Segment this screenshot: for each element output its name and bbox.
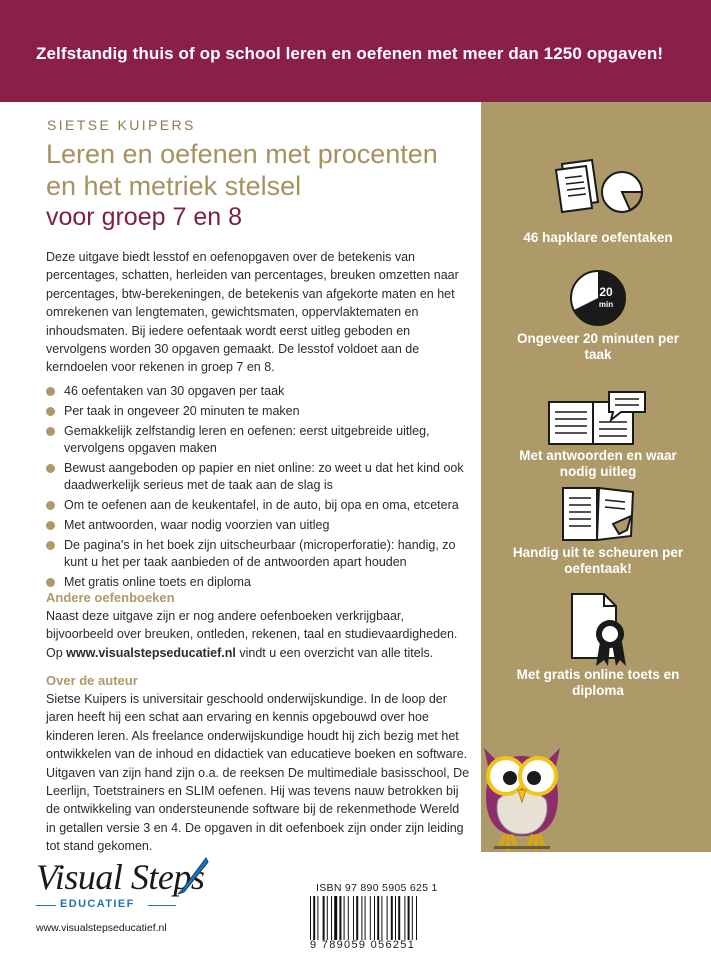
isbn-label: ISBN 97 890 5905 625 1 [316, 882, 438, 894]
title-line-1: Leren en oefenen met procenten [46, 139, 438, 169]
about-author-text: Sietse Kuipers is universitair geschoold onderwijskundige. In de loop der jaren heeft hij een schat aan ervaring en kennis opgebouwd over hoe kinderen leren. Als freelance onderwijskundige houdt hij zich bezig met het ontwikkelen van de inhoud en didactiek van educatieve boeken en software. Uitgaven van zijn hand zijn o.a. de reeksen De multimediale basisschool, De Leerlijn, Toetstrainers en SLIM oefenen. Hij was tevens nauw betrokken bij de ontwikkeling van ondersteunende software bij de rekenmethode Wereld in getallen versie 3 en 4. De opgaven in dit oefenboek zijn onder zijn leiding tot stand gekomen. [46, 692, 470, 854]
sidebar-item-minuten [505, 331, 691, 363]
bullet-icon [46, 578, 55, 587]
other-books-text [46, 607, 472, 662]
bullet-icon [46, 464, 55, 473]
list-item [46, 497, 476, 514]
sidebar-item-label: Ongeveer 20 minuten per taak [516, 331, 680, 362]
logo-divider-right [148, 905, 176, 906]
visual-steps-logo [36, 856, 216, 942]
bullet-icon [46, 501, 55, 510]
barcode [308, 896, 446, 940]
author-name: SIETSE KUIPERS [47, 117, 196, 133]
list-item [46, 517, 476, 534]
other-books-text-after: vindt u een overzicht van alle titels. [235, 645, 434, 660]
barcode-bar [365, 896, 366, 940]
list-item [46, 403, 476, 420]
list-item [46, 423, 476, 457]
feature-text: De pagina's in het boek zijn uitscheurbaar (microperforatie): handig, zo kunt u het per taak aanbieden of de antwoorden apart houden [64, 538, 456, 569]
barcode-bar [348, 896, 349, 940]
sidebar-item-diploma [505, 667, 691, 699]
barcode-bar [395, 896, 396, 940]
barcode-bar [381, 896, 382, 940]
barcode-bar [339, 896, 341, 940]
worksheet-pie-icon [546, 158, 650, 224]
barcode-bar [361, 896, 362, 940]
logo-url: www.visualstepseducatief.nl [36, 922, 167, 934]
other-books-text-before: Naast deze uitgave zijn er nog andere oefenboeken verkrijgbaar, bijvoorbeeld over breuken, ontleden, rekenen, taal en studievaardigheden. Op [46, 609, 458, 660]
title-line-2: en het metriek stelsel [46, 171, 302, 201]
banner-text: Zelfstandig thuis of op school leren en oefenen met meer dan 1250 opgaven! [36, 44, 664, 63]
barcode-bar [317, 896, 318, 940]
feature-text: Gemakkelijk zelfstandig leren en oefenen: eerst uitgebreide uitleg, vervolgens opgaven maken [64, 424, 430, 455]
list-item [46, 537, 476, 571]
barcode-bar [344, 896, 345, 940]
timer-minutes: 20 [599, 285, 613, 299]
barcode-bar [408, 896, 410, 940]
barcode-bar [334, 896, 337, 940]
barcode-number: 9 789059 056251 [310, 939, 416, 951]
tear-pages-icon [557, 486, 641, 544]
bullet-icon [46, 521, 55, 530]
barcode-bar [374, 896, 375, 940]
barcode-bar [313, 896, 315, 940]
certificate-icon [568, 592, 630, 668]
sidebar-item-label: Handig uit te scheuren per oefentaak! [512, 545, 684, 576]
bullet-icon [46, 387, 55, 396]
sidebar-item-label: Met gratis online toets en diploma [516, 667, 680, 698]
barcode-bar [370, 896, 371, 940]
feature-text: Bewust aangeboden op papier en niet online: zo weet u dat het kind ook daadwerkelijk serieus met de taak aan de slag is [64, 461, 464, 492]
bullet-icon [46, 427, 55, 436]
feature-text: Met gratis online toets en diploma [64, 575, 251, 589]
barcode-bar [327, 896, 328, 940]
feature-list [46, 383, 476, 594]
barcode-bar [331, 896, 332, 940]
barcode-bar [310, 896, 311, 940]
other-books-heading: Andere oefenboeken [46, 590, 175, 605]
pen-icon [176, 856, 210, 896]
barcode-bar [398, 896, 400, 940]
barcode-bar [377, 896, 379, 940]
sidebar-item-label: Met antwoorden en waar nodig uitleg [519, 448, 677, 479]
barcode-bar [353, 896, 354, 940]
logo-name: Visual Steps [36, 857, 205, 897]
sidebar-item-scheuren [505, 545, 691, 577]
barcode-bar [416, 896, 417, 940]
barcode-bar [356, 896, 358, 940]
sidebar-item-oefentaken [505, 230, 691, 246]
bullet-icon [46, 541, 55, 550]
top-banner [0, 0, 711, 102]
description: Deze uitgave biedt lesstof en oefenopgaven over de betekenis van percentages, schatten, herleiden van percentages, breuken omzetten naar percentages, btw-berekeningen, de betekenis van afgekorte maten en het omrekenen van lengtematen, gewichtsmaten, oppervlaktematen en inhoudsmaten. Bij iedere oefentaak wordt eerst uitleg geboden en vervolgens worden 30 opgaven gemaakt. De lesstof voldoet aan de kerndoelen voor rekenen in groep 7 en 8. [46, 250, 459, 375]
timer-icon [568, 268, 628, 328]
barcode-bar [387, 896, 388, 940]
sidebar-item-label: 46 hapklare oefentaken [523, 230, 673, 245]
book-speech-icon [545, 388, 649, 448]
website-link[interactable]: www.visualstepseducatief.nl [66, 645, 236, 660]
list-item [46, 383, 476, 400]
barcode-bar [404, 896, 405, 940]
logo-subtitle: EDUCATIEF [60, 898, 135, 910]
sidebar-item-antwoorden [505, 448, 691, 480]
timer-unit: min [598, 300, 614, 309]
bullet-icon [46, 407, 55, 416]
feature-text: 46 oefentaken van 30 opgaven per taak [64, 384, 285, 398]
about-author-heading: Over de auteur [46, 673, 138, 688]
barcode-bar [391, 896, 393, 940]
barcode-bar [412, 896, 413, 940]
book-subtitle: voor groep 7 en 8 [46, 203, 242, 231]
book-title [46, 138, 476, 202]
feature-text: Met antwoorden, waar nodig voorzien van uitleg [64, 518, 330, 532]
feature-text: Om te oefenen aan de keukentafel, in de auto, bij opa en oma, etcetera [64, 498, 459, 512]
barcode-bar [323, 896, 325, 940]
owl-mascot-icon [478, 740, 566, 856]
feature-text: Per taak in ongeveer 20 minuten te maken [64, 404, 300, 418]
logo-divider-left [36, 905, 56, 906]
list-item [46, 460, 476, 494]
list-item [46, 574, 476, 591]
